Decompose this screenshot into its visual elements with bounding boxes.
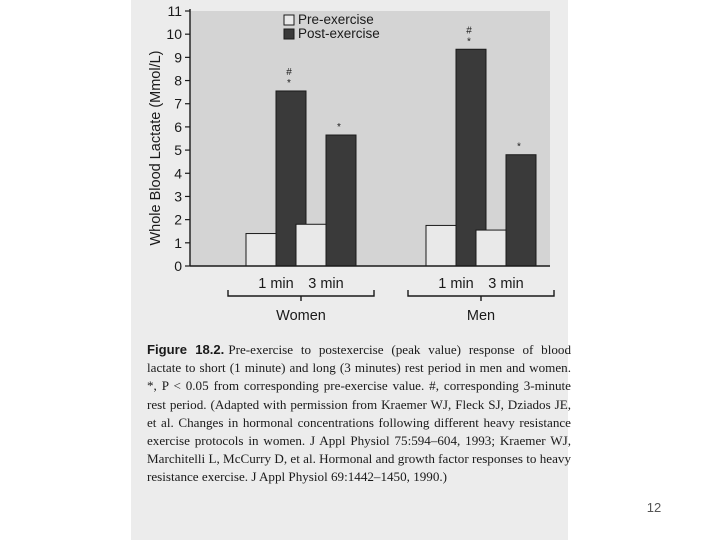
y-tick-label: 8 [174,72,182,89]
group-label: Women [276,308,326,324]
figure-caption-text: Pre-exercise to postexercise (peak value) response of blood lactate to short (1 minute) and long (3 minutes) rest period in men and women. *, P < 0.05 from corresponding pre-exercise value. #, corresponding 3-minute rest period. (Adapted with permission from Kraemer WJ, Fleck SJ, Dziados JE, et al. Changes in hormonal concentrations following different heavy resistance exercise protocols in women. J Appl Physiol 75:594–604, 1993; Kraemer WJ, Marchitelli L, McCurry D, et al. Hormonal and growth factor responses to heavy resistance exercise. J Appl Physiol 69:1442–1450, 1990.) [147,342,571,485]
y-tick-label: 11 [167,3,182,19]
x-tick-label: 1 min [438,276,474,292]
legend-swatch [284,15,294,25]
bar [506,155,536,266]
y-tick-label: 2 [174,211,182,228]
bar [426,225,456,266]
significance-marker: * [467,36,471,48]
bar [246,234,276,266]
y-tick-label: 9 [174,49,182,66]
plot-area [190,11,550,266]
group-bracket [228,290,374,296]
significance-marker: # [466,25,472,37]
figure-caption-label: Figure 18.2. [147,342,225,357]
y-tick-label: 10 [166,26,182,43]
legend-swatch [284,29,294,39]
bar [296,224,326,266]
y-tick-label: 6 [174,118,182,135]
figure-caption [147,341,571,487]
significance-marker: * [287,77,291,89]
slide-number: 12 [646,500,662,515]
bar [326,135,356,266]
legend-entry: Post-exercise [298,26,380,41]
group-bracket [408,290,554,296]
x-tick-label: 3 min [308,276,344,292]
bar [476,230,506,266]
significance-marker: # [286,66,292,78]
significance-marker: * [517,141,521,153]
y-tick-label: 4 [174,165,182,182]
y-tick-label: 5 [174,142,182,159]
significance-marker: * [337,122,341,134]
y-tick-label: 3 [174,188,182,205]
legend [284,12,380,41]
y-tick-label: 1 [174,234,182,251]
x-axis [190,266,554,324]
group-label: Men [466,308,496,324]
y-tick-label: 7 [174,95,182,112]
legend-entry: Pre-exercise [298,12,374,27]
x-tick-label: 3 min [488,276,524,292]
y-tick-label: 0 [174,258,182,274]
x-tick-label: 1 min [258,276,294,292]
y-axis [166,3,190,274]
y-axis-label: Whole Blood Lactate (Mmol/L) [148,50,164,246]
